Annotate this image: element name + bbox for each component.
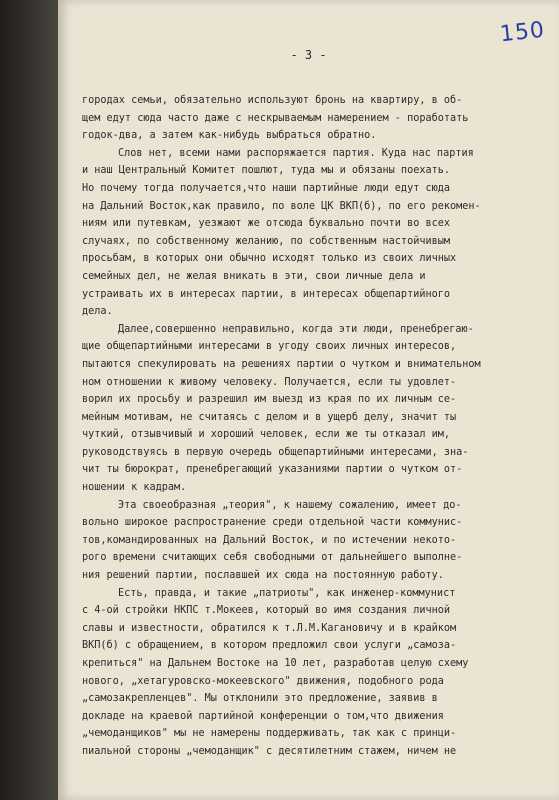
text-line: ном отношении к живому человеку. Получается, если ты удовлет- bbox=[82, 376, 457, 388]
text-line: дела. bbox=[82, 306, 113, 318]
paragraph bbox=[82, 321, 545, 497]
text-line: тов,командированных на Дальний Восток, и по истечении некото- bbox=[82, 534, 457, 546]
text-line: щие общепартийными интересами в угоду своих личных интересов, bbox=[82, 341, 457, 353]
text-line: ния решений партии, пославшей их сюда на постоянную работу. bbox=[82, 570, 444, 582]
text-line: славы и известности, обратился к т.Л.М.Кагановичу и в крайком bbox=[82, 622, 457, 634]
document-page bbox=[58, 0, 559, 800]
page-number: - 3 - bbox=[290, 48, 327, 62]
paragraph bbox=[82, 585, 545, 761]
text-line: Далее,совершенно неправильно, когда эти люди, пренебрегаю- bbox=[118, 323, 474, 335]
text-line: чит ты бюрократ, пренебрегающий указаниями партии о чутком от- bbox=[82, 464, 463, 476]
paragraph bbox=[82, 497, 545, 585]
text-line: пиальной стороны „чемоданщик" с десятилетним стажем, ничем не bbox=[82, 745, 457, 757]
text-line: просьбам, в которых они обычно исходят только из своих личных bbox=[82, 253, 457, 265]
text-line: Эта своеобразная „теория", к нашему сожалению, имеет до- bbox=[118, 499, 462, 511]
text-line: семейных дел, не желая вникать в эти, свои личные дела и bbox=[82, 270, 426, 282]
text-line: крепиться" на Дальнем Востоке на 10 лет, разработав целую схему bbox=[82, 658, 469, 669]
text-line: мейным мотивам, не считаясь с делом и в ущерб делу, значит ты bbox=[82, 411, 457, 423]
text-line: руководствуясь в первую очередь общепартийными интересами, зна- bbox=[82, 446, 469, 458]
body-text bbox=[82, 92, 545, 761]
text-line: с 4-ой стройки НКПС т.Мокеев, который во имя создания личной bbox=[82, 605, 451, 617]
text-line: устраивать их в интересах партии, в интересах общепартийного bbox=[82, 288, 451, 300]
text-line: ВКП(б) с обращением, в котором предложил свои услуги „самоза- bbox=[82, 640, 457, 652]
text-line: „самозакрепленцев". Мы отклонили это предложение, заявив в bbox=[82, 693, 438, 705]
text-line: ворил их просьбу и разрешил им выезд из края по их личным се- bbox=[82, 394, 457, 406]
text-line: Есть, правда, и такие „патриоты", как инженер-коммунист bbox=[118, 587, 456, 599]
text-line: нового, „хетагуровско-мокеевского" движения, подобного рода bbox=[82, 675, 444, 687]
text-line: и наш Центральный Комитет пошлют, туда мы и обязаны поехать. bbox=[82, 165, 451, 177]
text-line: чуткий, отзывчивый и хороший человек, если же ты отказал им, bbox=[82, 429, 451, 441]
text-line: на Дальний Восток,как правило, по воле ЦК ВКП(б), по его рекомен- bbox=[82, 200, 481, 212]
folio-number: 150 bbox=[498, 17, 547, 48]
text-line: щем едут сюда часто даже с нескрываемым намерением - поработать bbox=[82, 112, 469, 124]
text-line: докладе на краевой партийной конференции о том,что движения bbox=[82, 710, 444, 722]
text-line: рого времени считающих себя свободными от дальнейшего выполне- bbox=[82, 552, 463, 564]
paragraph bbox=[82, 92, 545, 145]
text-line: Слов нет, всеми нами распоряжается партия. Куда нас партия bbox=[118, 147, 474, 159]
text-line: Но почему тогда получается,что наши партийные люди едут сюда bbox=[82, 182, 451, 194]
text-line: городах семьи, обязательно используют бронь на квартиру, в об- bbox=[82, 95, 463, 106]
paragraph bbox=[82, 145, 545, 321]
text-line: годок-два, а затем как-нибудь выбраться обратно. bbox=[82, 130, 377, 142]
text-line: вольно широкое распространение среди отдельной части коммунис- bbox=[82, 517, 463, 529]
text-line: случаях, по собственному желанию, по собственным настойчивым bbox=[82, 235, 451, 247]
text-line: пытаются спекулировать на решениях партии о чутком и внимательном bbox=[82, 358, 481, 370]
text-line: „чемоданщиков" мы не намерены поддерживать, так как с принци- bbox=[82, 728, 457, 740]
text-line: ниям или путевкам, уезжают же отсюда буквально почти во всех bbox=[82, 218, 451, 230]
scan-margin bbox=[0, 0, 58, 800]
text-line: ношении к кадрам. bbox=[82, 482, 187, 494]
